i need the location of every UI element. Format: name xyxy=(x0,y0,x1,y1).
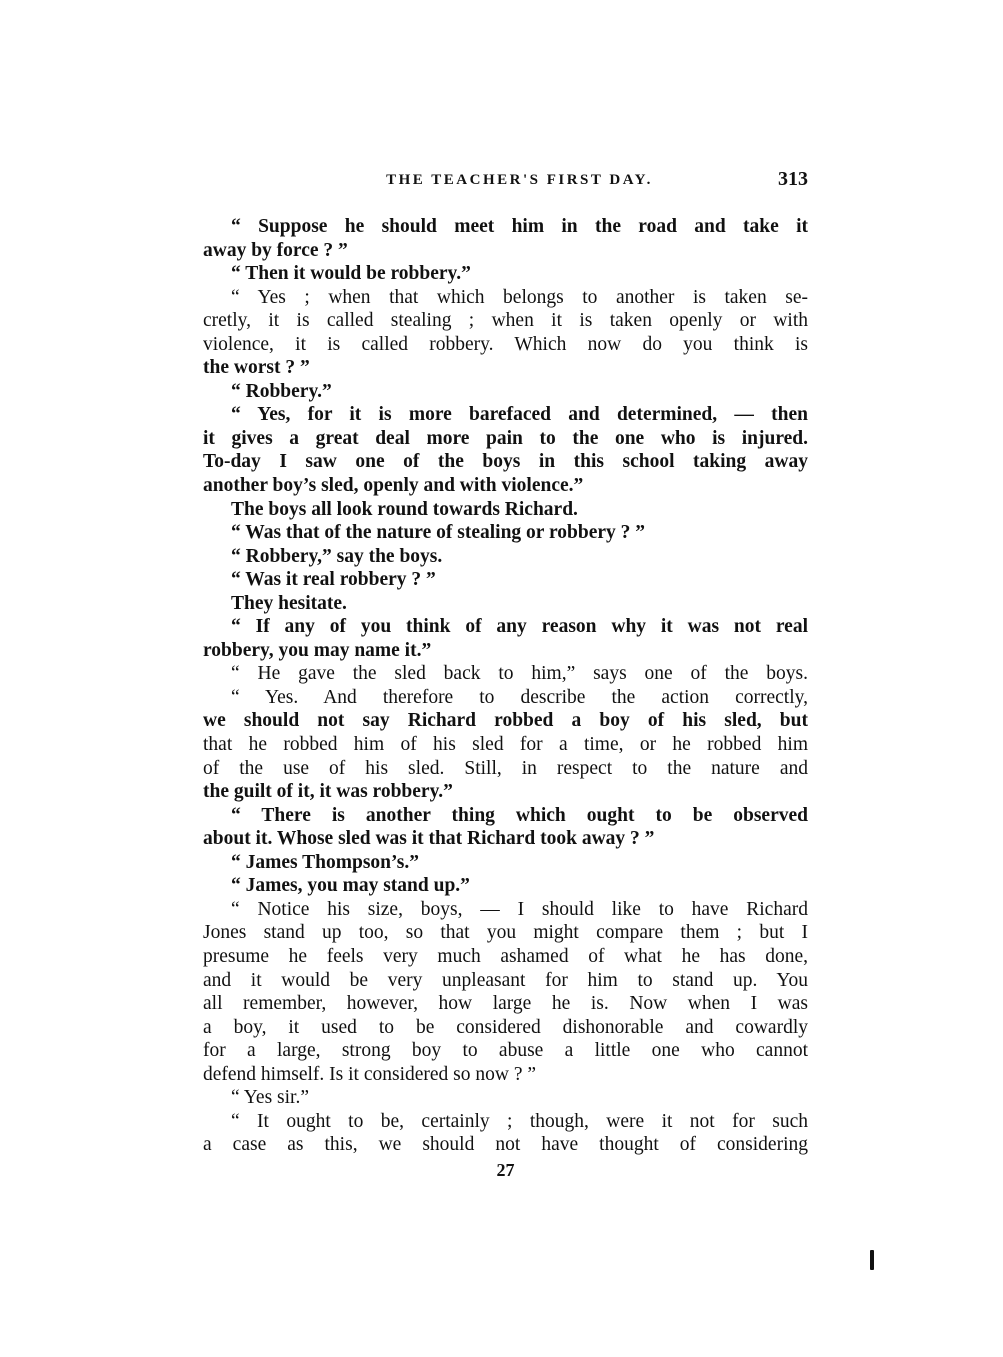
text-line: for a large, strong boy to abuse a little one who cannot xyxy=(203,1040,808,1062)
text-line: “ There is another thing which ought to be observed xyxy=(231,804,808,826)
text-line: defend himself. Is it considered so now ? ” xyxy=(203,1063,537,1085)
text-line: it gives a great deal more pain to the one who is injured. xyxy=(203,427,808,449)
text-line: “ Yes, for it is more barefaced and determined, — then xyxy=(231,404,808,426)
text-line: about it. Whose sled was it that Richard took away ? ” xyxy=(203,828,655,850)
text-line: all remember, however, how large he is. Now when I was xyxy=(203,993,808,1015)
text-line: that he robbed him of his sled for a time, or he robbed him xyxy=(203,734,808,756)
text-line: “ Suppose he should meet him in the road and take it xyxy=(231,216,808,237)
text-line: “ Yes. And therefore to describe the action correctly, xyxy=(231,686,808,708)
text-line: presume he feels very much ashamed of what he has done, xyxy=(203,945,808,967)
text-line: To-day I saw one of the boys in this school taking away xyxy=(203,451,808,473)
text-line: “ He gave the sled back to him,” says one of the boys. xyxy=(231,663,808,685)
text-line: we should not say Richard robbed a boy of his sled, but xyxy=(203,710,808,732)
signature-mark: 27 xyxy=(496,1160,515,1180)
running-title: THE TEACHER'S FIRST DAY. xyxy=(386,172,653,188)
margin-mark xyxy=(870,1250,874,1270)
text-line: of the use of his sled. Still, in respect to the nature and xyxy=(203,757,808,779)
text-line: “ Yes ; when that which belongs to another is taken se- xyxy=(231,286,808,308)
text-line: The boys all look round towards Richard. xyxy=(231,498,578,520)
text-line: “ It ought to be, certainly ; though, were it not for such xyxy=(231,1110,808,1132)
text-line: “ Notice his size, boys, — I should like to have Richard xyxy=(231,898,808,920)
text-line: Jones stand up too, so that you might compare them ; but I xyxy=(203,922,808,944)
text-line: another boy’s sled, openly and with violence.” xyxy=(203,475,584,497)
text-line: They hesitate. xyxy=(231,592,347,614)
text-line: and it would be very unpleasant for him to stand up. You xyxy=(203,969,808,991)
text-line: violence, it is called robbery. Which now do you think is xyxy=(203,333,808,355)
text-line: “ James, you may stand up.” xyxy=(231,875,470,897)
text-line: the worst ? ” xyxy=(203,357,310,379)
body-text xyxy=(203,215,808,1157)
text-line: a case as this, we should not have thought of considering xyxy=(203,1134,808,1156)
text-line: “ Was it real robbery ? ” xyxy=(231,569,436,591)
text-line: “ Robbery,” say the boys. xyxy=(231,545,443,567)
text-line: cretly, it is called stealing ; when it is taken openly or with xyxy=(203,310,808,332)
text-line: a boy, it used to be considered dishonorable and cowardly xyxy=(203,1016,808,1038)
text-line: robbery, you may name it.” xyxy=(203,639,432,661)
text-line: the guilt of it, it was robbery.” xyxy=(203,781,453,803)
text-line: away by force ? ” xyxy=(203,239,348,261)
text-line: “ Robbery.” xyxy=(231,380,332,402)
text-line: “ Yes sir.” xyxy=(231,1087,310,1109)
text-line: “ If any of you think of any reason why it was not real xyxy=(231,616,808,638)
running-head xyxy=(203,168,808,196)
page-number: 313 xyxy=(778,168,808,190)
text-line: “ Then it would be robbery.” xyxy=(231,263,471,285)
text-line: “ James Thompson’s.” xyxy=(231,851,419,873)
text-line: “ Was that of the nature of stealing or robbery ? ” xyxy=(231,522,646,544)
